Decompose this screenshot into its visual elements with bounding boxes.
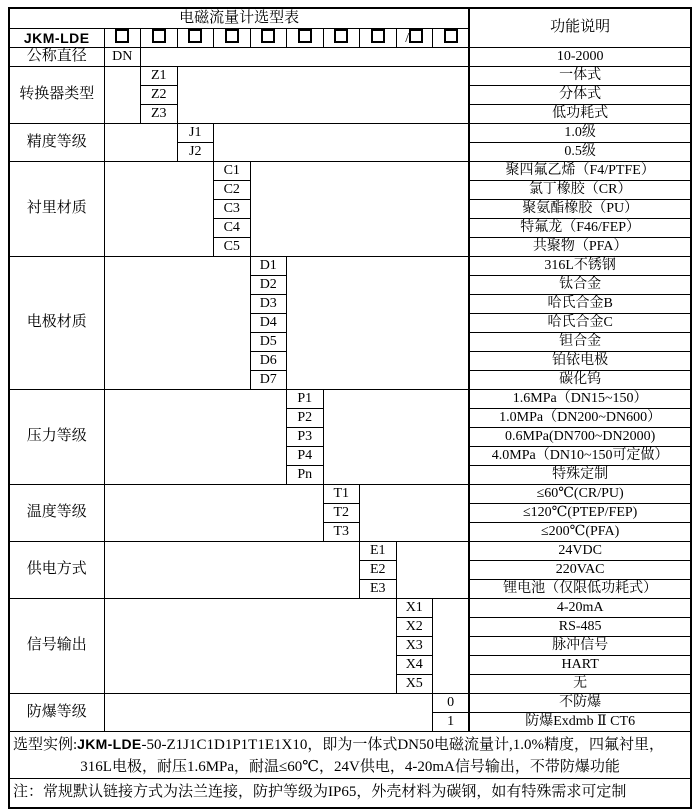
table-row	[9, 485, 691, 504]
code-cell: C5	[214, 238, 251, 257]
value-cell: 10-2000	[469, 48, 691, 67]
function-column-header: 功能说明	[469, 8, 691, 48]
example-label: 选型实例:	[13, 736, 78, 753]
code-cell: T1	[323, 485, 360, 504]
value-cell: 1.6MPa（DN15~150）	[469, 390, 691, 409]
code-cell: E1	[360, 542, 397, 561]
empty-cell	[104, 162, 214, 257]
code-cell: T2	[323, 504, 360, 523]
code-cell: C4	[214, 219, 251, 238]
code-cell: C2	[214, 181, 251, 200]
code-cell: 1	[433, 713, 470, 732]
code-cell: P3	[287, 428, 324, 447]
remark-row: 注：常规默认链接方式为法兰连接，防护等级为IP65，外壳材料为碳钢，如有特殊需求可定制	[9, 779, 691, 809]
code-cell: P1	[287, 390, 324, 409]
code-cell: D4	[250, 314, 287, 333]
empty-cell	[396, 542, 469, 599]
empty-cell	[177, 67, 469, 124]
empty-cell	[104, 599, 396, 694]
code-cell: X5	[396, 675, 433, 694]
value-cell: ≤60℃(CR/PU)	[469, 485, 691, 504]
value-cell: 4.0MPa（DN10~150可定做）	[469, 447, 691, 466]
checkbox-icon	[298, 29, 312, 43]
example-text: -50-Z1J1C1D1P1T1E1X10，即为一体式DN50电磁流量计,1.0%精度，四氟衬里，	[141, 736, 664, 753]
empty-cell	[104, 124, 177, 162]
checkbox-icon	[115, 29, 129, 43]
table-row	[9, 390, 691, 409]
table-row	[9, 694, 691, 713]
section-label: 压力等级	[9, 390, 104, 485]
slash-separator: /	[405, 31, 410, 46]
empty-cell	[141, 48, 470, 67]
empty-cell	[214, 124, 470, 162]
table-row	[9, 779, 691, 809]
section-label: 供电方式	[9, 542, 104, 599]
table-row	[9, 732, 691, 779]
code-cell: Z1	[141, 67, 178, 86]
model-checkbox-cell	[360, 29, 397, 48]
code-cell: Z3	[141, 105, 178, 124]
example-line1	[10, 733, 690, 756]
table-row	[9, 257, 691, 276]
section-label: 衬里材质	[9, 162, 104, 257]
code-cell: C1	[214, 162, 251, 181]
code-cell: 0	[433, 694, 470, 713]
value-cell: 钛合金	[469, 276, 691, 295]
value-cell: 共聚物（PFA）	[469, 238, 691, 257]
checkbox-icon	[444, 29, 458, 43]
model-checkbox-cell	[250, 29, 287, 48]
value-cell: 哈氏合金B	[469, 295, 691, 314]
table-row	[9, 162, 691, 181]
table-row	[9, 542, 691, 561]
example-model: JKM-LDE	[77, 735, 142, 752]
code-cell: D6	[250, 352, 287, 371]
value-cell: 锂电池（仅限低功耗式）	[469, 580, 691, 599]
checkbox-icon	[334, 29, 348, 43]
empty-cell	[104, 257, 250, 390]
empty-cell	[323, 390, 469, 485]
empty-cell	[104, 694, 433, 732]
value-cell: 一体式	[469, 67, 691, 86]
value-cell: ≤120℃(PTEP/FEP)	[469, 504, 691, 523]
model-checkbox-cell	[433, 29, 470, 48]
value-cell: 24VDC	[469, 542, 691, 561]
model-checkbox-cell	[396, 29, 433, 48]
table-row	[9, 124, 691, 143]
code-cell: X2	[396, 618, 433, 637]
code-cell: D7	[250, 371, 287, 390]
value-cell: 特殊定制	[469, 466, 691, 485]
section-label: 温度等级	[9, 485, 104, 542]
flowmeter-selection-table	[8, 7, 692, 809]
section-label: 转换器类型	[9, 67, 104, 124]
checkbox-icon	[152, 29, 166, 43]
code-cell: X1	[396, 599, 433, 618]
empty-cell	[104, 542, 360, 599]
value-cell: 4-20mA	[469, 599, 691, 618]
value-cell: 氯丁橡胶（CR）	[469, 181, 691, 200]
model-checkbox-cell	[287, 29, 324, 48]
value-cell: 聚四氟乙烯（F4/PTFE）	[469, 162, 691, 181]
empty-cell	[104, 390, 287, 485]
code-cell: J1	[177, 124, 214, 143]
code-cell: X3	[396, 637, 433, 656]
section-label: 信号输出	[9, 599, 104, 694]
value-cell: 脉冲信号	[469, 637, 691, 656]
section-label: 精度等级	[9, 124, 104, 162]
code-cell: J2	[177, 143, 214, 162]
model-checkbox-cell	[323, 29, 360, 48]
value-cell: RS-485	[469, 618, 691, 637]
empty-cell	[104, 485, 323, 542]
code-cell: D1	[250, 257, 287, 276]
code-cell: X4	[396, 656, 433, 675]
value-cell: 不防爆	[469, 694, 691, 713]
code-cell: C3	[214, 200, 251, 219]
value-cell: 220VAC	[469, 561, 691, 580]
table-row	[9, 67, 691, 86]
value-cell: 哈氏合金C	[469, 314, 691, 333]
section-label: 电极材质	[9, 257, 104, 390]
section-label: 公称直径	[9, 48, 104, 67]
value-cell: 特氟龙（F46/FEP）	[469, 219, 691, 238]
code-cell: Pn	[287, 466, 324, 485]
code-cell: E2	[360, 561, 397, 580]
code-cell: T3	[323, 523, 360, 542]
empty-cell	[250, 162, 469, 257]
value-cell: 316L不锈钢	[469, 257, 691, 276]
value-cell: 铂铱电极	[469, 352, 691, 371]
model-checkbox-cell	[104, 29, 141, 48]
value-cell: HART	[469, 656, 691, 675]
value-cell: 0.6MPa(DN700~DN2000)	[469, 428, 691, 447]
value-cell: 0.5级	[469, 143, 691, 162]
empty-cell	[360, 485, 470, 542]
table-title: 电磁流量计选型表	[9, 8, 469, 29]
empty-cell	[104, 67, 141, 124]
empty-cell	[287, 257, 470, 390]
checkbox-icon	[188, 29, 202, 43]
section-label: 防爆等级	[9, 694, 104, 732]
example-row	[9, 732, 691, 779]
model-prefix: JKM-LDE	[9, 29, 104, 48]
value-cell: 低功耗式	[469, 105, 691, 124]
value-cell: 1.0MPa（DN200~DN600）	[469, 409, 691, 428]
value-cell: ≤200℃(PFA)	[469, 523, 691, 542]
checkbox-icon	[409, 29, 423, 43]
code-cell: Z2	[141, 86, 178, 105]
empty-cell	[433, 599, 470, 694]
code-cell: E3	[360, 580, 397, 599]
value-cell: 无	[469, 675, 691, 694]
code-cell: D3	[250, 295, 287, 314]
checkbox-icon	[261, 29, 275, 43]
value-cell: 分体式	[469, 86, 691, 105]
value-cell: 聚氨酯橡胶（PU）	[469, 200, 691, 219]
code-cell: P4	[287, 447, 324, 466]
model-checkbox-cell	[214, 29, 251, 48]
value-cell: 1.0级	[469, 124, 691, 143]
example-line2: 316L电极，耐压1.6MPa，耐温≤60℃，24V供电，4-20mA信号输出，不带防爆功能	[80, 758, 620, 775]
model-checkbox-cell	[141, 29, 178, 48]
model-checkbox-cell	[177, 29, 214, 48]
table-row	[9, 599, 691, 618]
code-cell: DN	[104, 48, 141, 67]
value-cell: 防爆Exdmb Ⅱ CT6	[469, 713, 691, 732]
code-cell: P2	[287, 409, 324, 428]
checkbox-icon	[371, 29, 385, 43]
code-cell: D2	[250, 276, 287, 295]
checkbox-icon	[225, 29, 239, 43]
code-cell: D5	[250, 333, 287, 352]
value-cell: 碳化钨	[469, 371, 691, 390]
value-cell: 钽合金	[469, 333, 691, 352]
table-row	[9, 48, 691, 67]
